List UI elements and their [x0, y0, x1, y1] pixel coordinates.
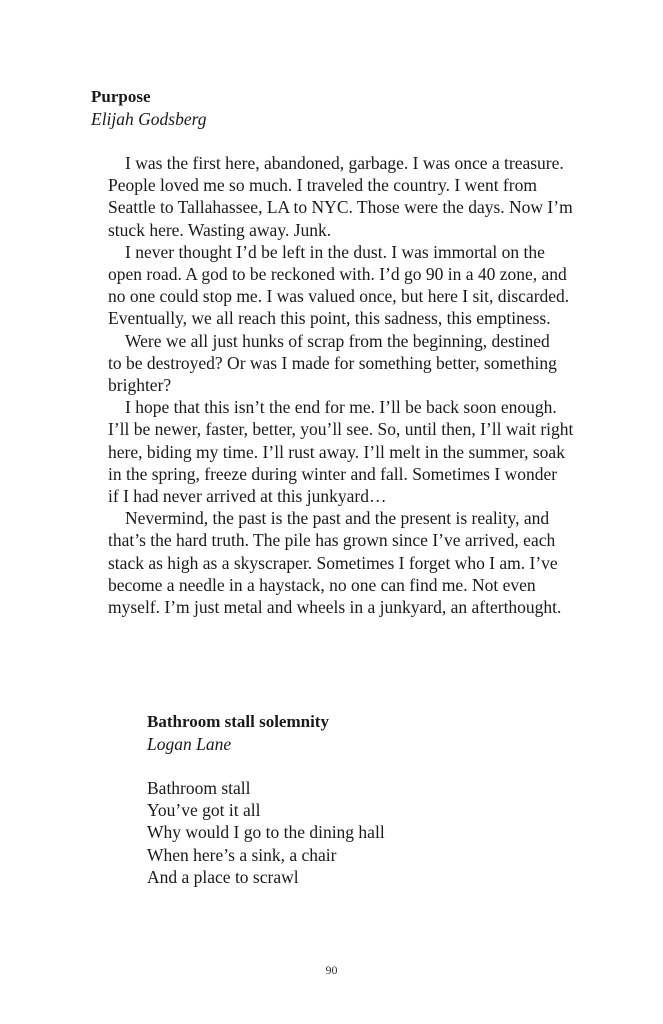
- text-line: stack as high as a skyscraper. Sometimes I forget who I am. I’ve: [108, 552, 558, 573]
- text-line: brighter?: [108, 375, 172, 396]
- text-line: I’ll be newer, faster, better, you’ll see. So, until then, I’ll wait right: [108, 419, 574, 440]
- text-line: become a needle in a haystack, no one can find me. Not even: [108, 574, 536, 595]
- paragraph: [91, 396, 581, 507]
- poem-purpose: [91, 86, 581, 618]
- paragraph: [91, 152, 581, 241]
- poem-body: [91, 152, 581, 618]
- poem-verse: [147, 777, 547, 888]
- verse-line: You’ve got it all: [147, 800, 261, 821]
- poem-bathroom-stall: [147, 711, 547, 888]
- text-line: Eventually, we all reach this point, this sadness, this emptiness.: [108, 308, 551, 329]
- verse-line: Why would I go to the dining hall: [147, 822, 385, 843]
- verse-line: And a place to scrawl: [147, 866, 299, 887]
- poem-title: Bathroom stall solemnity: [147, 712, 329, 731]
- verse-line: Bathroom stall: [147, 778, 251, 798]
- text-line: open road. A god to be reckoned with. I’d go 90 in a 40 zone, and: [108, 264, 567, 285]
- text-line: myself. I’m just metal and wheels in a junkyard, an afterthought.: [108, 597, 562, 618]
- text-line: no one could stop me. I was valued once, but here I sit, discarded.: [108, 286, 570, 307]
- verse-line: When here’s a sink, a chair: [147, 844, 337, 865]
- poem-author: Logan Lane: [147, 734, 232, 754]
- text-line: to be destroyed? Or was I made for something better, something: [108, 352, 557, 373]
- text-line: Seattle to Tallahassee, LA to NYC. Those were the days. Now I’m: [108, 197, 573, 218]
- text-line: here, biding my time. I’ll rust away. I’ll melt in the summer, soak: [108, 441, 565, 462]
- text-line: Nevermind, the past is the past and the present is reality, and: [125, 508, 550, 529]
- poem-author: Elijah Godsberg: [91, 109, 207, 129]
- paragraph: [91, 241, 581, 330]
- text-line: I was the first here, abandoned, garbage. I was once a treasure.: [125, 153, 564, 173]
- page-number: 90: [325, 963, 338, 977]
- paragraph: [91, 507, 581, 618]
- text-line: that’s the hard truth. The pile has grown since I’ve arrived, each: [108, 530, 556, 551]
- text-line: I hope that this isn’t the end for me. I’ll be back soon enough.: [125, 397, 557, 418]
- paragraph: [91, 330, 581, 397]
- text-line: Were we all just hunks of scrap from the beginning, destined: [125, 330, 550, 351]
- text-line: I never thought I’d be left in the dust. I was immortal on the: [125, 241, 545, 262]
- text-line: in the spring, freeze during winter and fall. Sometimes I wonder: [108, 463, 558, 484]
- poem-title: Purpose: [91, 87, 151, 106]
- text-line: stuck here. Wasting away. Junk.: [108, 219, 332, 240]
- text-line: People loved me so much. I traveled the country. I went from: [108, 175, 537, 196]
- text-line: if I had never arrived at this junkyard…: [108, 486, 387, 507]
